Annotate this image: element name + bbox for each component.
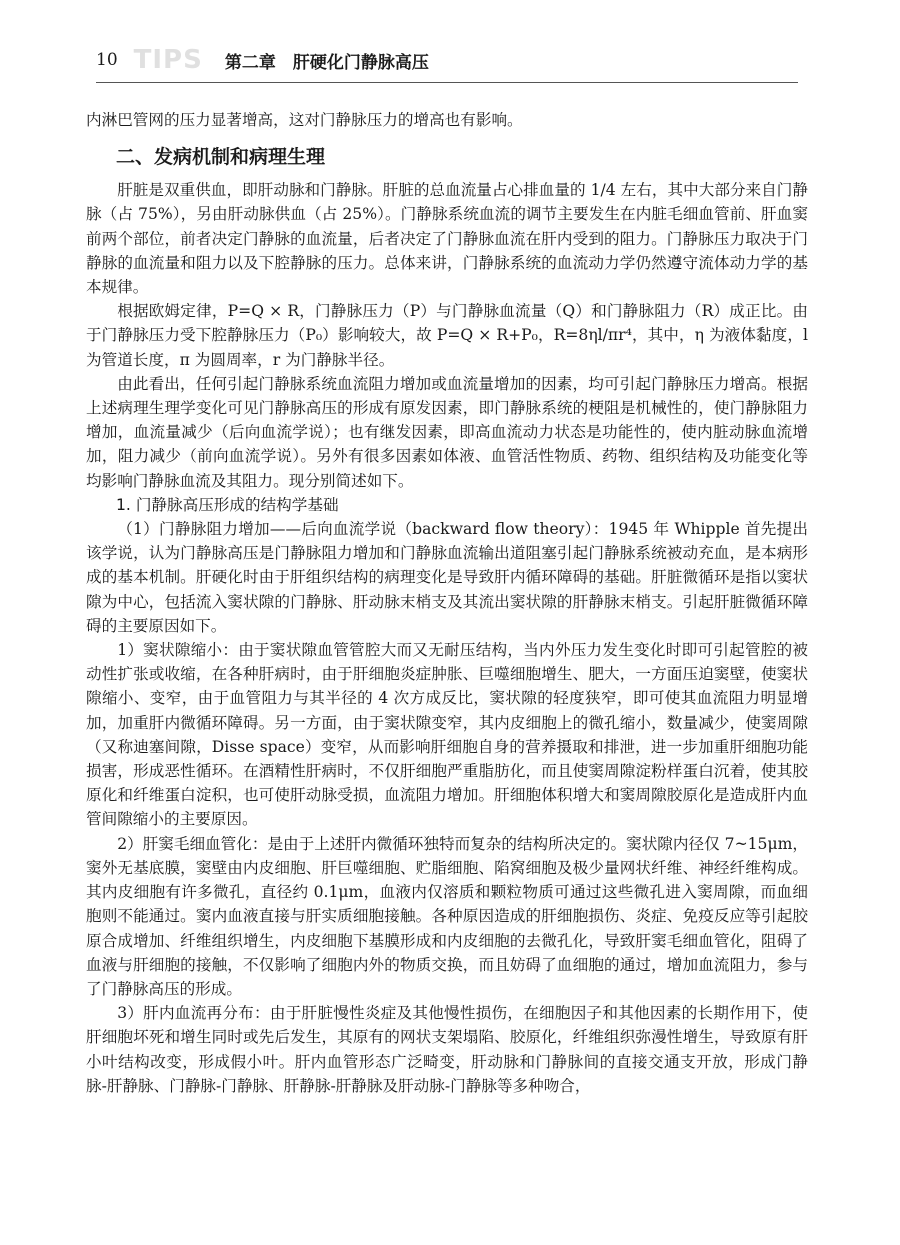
tips-logo: TIPS — [133, 45, 203, 75]
paragraph-factors: 由此看出，任何引起门静脉系统血流阻力增加或血流量增加的因素，均可引起门静脉压力增高。根据上述病理生理学变化可见门静脉高压的形成有原发因素，即门静脉系统的梗阻是机械性的，使门静脉阻力增加，血流量减少（后向血流学说）；也有继发因素，即高血流动力状态是功能性的，使内脏动脉血流增加，阻力减少（前向血流学说）。另外有很多因素如体液、血管活性物质、药物、组织结构及功能变化等均影响门静脉血流及其阻力。现分别简述如下。 — [86, 374, 808, 490]
chapter-title: 第二章 肝硬化门静脉高压 — [224, 52, 429, 73]
running-header — [96, 40, 796, 80]
section-heading: 二、发病机制和病理生理 — [116, 146, 326, 169]
paragraph-blood-supply: 肝脏是双重供血，即肝动脉和门静脉。肝脏的总血流量占心排血量的 1/4 左右，其中大部分来自门静脉（占 75%），另由肝动脉供血（占 25%）。门静脉系统血流的调节主要发生在内脏毛细血管前、肝血窦前两个部位，前者决定门静脉的血流量，后者决定了门静脉血流在肝内受到的阻力。门静脉压力取决于门静脉的血流量和阻力以及下腔静脉的压力。总体来讲，门静脉系统的血流动力学仍然遵守流体动力学的基本规律。 — [86, 181, 808, 297]
subsection-heading: 1. 门静脉高压形成的结构学基础 — [116, 495, 339, 514]
body-text — [86, 108, 808, 1098]
paragraph-ohms-law: 根据欧姆定律，P=Q × R，门静脉压力（P）与门静脉血流量（Q）和门静脉阻力（R）成正比。由于门静脉压力受下腔静脉压力（P₀）影响较大，故 P=Q × R+P₀，R=8ηl/πr⁴，其中，η 为液体黏度，l 为管道长度，π 为圆周率，r 为门静脉半径。 — [86, 302, 808, 369]
header-rule — [96, 82, 798, 83]
paragraph-backward-flow: （1）门静脉阻力增加——后向血流学说（backward flow theory）：1945 年 Whipple 首先提出该学说，认为门静脉高压是门静脉阻力增加和门静脉血流输出道阻塞引起门静脉系统被动充血，是本病形成的基本机制。肝硬化时由于肝组织结构的病理变化是导致肝内循环障碍的基础。肝脏微循环是指以窦状隙为中心，包括流入窦状隙的门静脉、肝动脉末梢支及其流出窦状隙的肝静脉末梢支。引起肝脏微循环障碍的主要原因如下。 — [86, 520, 808, 635]
paragraph-continued: 内淋巴管网的压力显著增高，这对门静脉压力的增高也有影响。 — [86, 111, 523, 129]
paragraph-sinusoid-narrowing: 1）窦状隙缩小：由于窦状隙血管管腔大而又无耐压结构，当内外压力发生变化时即可引起管腔的被动性扩张或收缩，在各种肝病时，由于肝细胞炎症肿胀、巨噬细胞增生、肥大，一方面压迫窦壁，使窦状隙缩小、变窄，由于血管阻力与其半径的 4 次方成反比，窦状隙的轻度狭窄，即可使其血流阻力明显增加，加重肝内微循环障碍。另一方面，由于窦状隙变窄，其内皮细胞上的微孔缩小，数量减少，使窦周隙（又称迪塞间隙，Disse space）变窄，从而影响肝细胞自身的营养摄取和排泄，进一步加重肝细胞功能损害，形成恶性循环。在酒精性肝病时，不仅肝细胞严重脂肪化，而且使窦周隙淀粉样蛋白沉着，使其胶原化和纤维蛋白淀积，也可使肝动脉受损，血流阻力增加。肝细胞体积增大和窦周隙胶原化是造成肝内血管间隙缩小的主要原因。 — [86, 641, 808, 829]
paragraph-redistribution: 3）肝内血流再分布：由于肝脏慢性炎症及其他慢性损伤，在细胞因子和其他因素的长期作用下，使肝细胞坏死和增生同时或先后发生，其原有的网状支架塌陷、胶原化，纤维组织弥漫性增生，导致原有肝小叶结构改变，形成假小叶。肝内血管形态广泛畸变，肝动脉和门静脉间的直接交通支开放，形成门静脉-肝静脉、门静脉-门静脉、肝静脉-肝静脉及肝动脉-门静脉等多种吻合， — [86, 1004, 808, 1095]
paragraph-capillarization: 2）肝窦毛细血管化：是由于上述肝内微循环独特而复杂的结构所决定的。窦状隙内径仅 7~15μm，窦外无基底膜，窦壁由内皮细胞、肝巨噬细胞、贮脂细胞、陷窝细胞及极少量网状纤维、神经纤维构成。其内皮细胞有许多微孔，直径约 0.1μm，血液内仅溶质和颗粒物质可通过这些微孔进入窦周隙，而血细胞则不能通过。窦内血液直接与肝实质细胞接触。各种原因造成的肝细胞损伤、炎症、免疫反应等引起胶原合成增加、纤维组织增生，内皮细胞下基膜形成和内皮细胞的去微孔化，导致肝窦毛细血管化，阻碍了血液与肝细胞的接触，不仅影响了细胞内外的物质交换，而且妨碍了血细胞的通过，增加血流阻力，参与了门静脉高压的形成。 — [86, 834, 808, 998]
page-number: 10 — [96, 50, 118, 70]
